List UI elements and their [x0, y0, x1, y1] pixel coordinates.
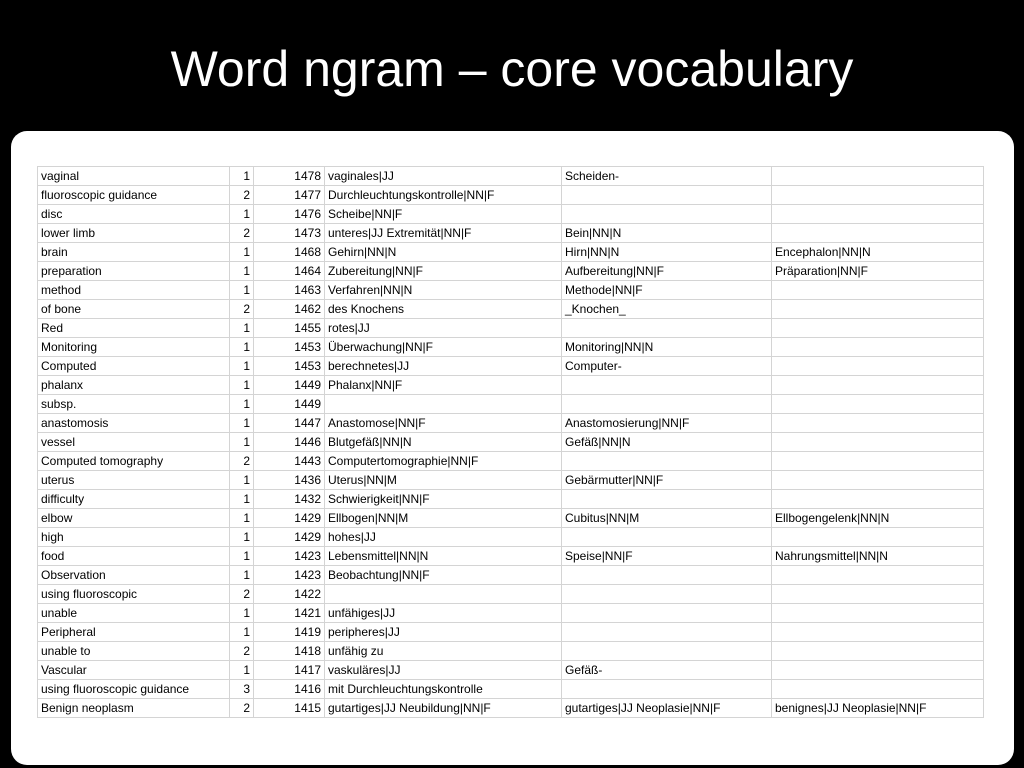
- table-row: [38, 300, 984, 319]
- table-row: [38, 642, 984, 661]
- frequency-cell: 1463: [254, 281, 325, 300]
- translation-3-cell: Präparation|NN|F: [772, 262, 984, 281]
- table-row: [38, 509, 984, 528]
- translation-1-cell: Beobachtung|NN|F: [325, 566, 562, 585]
- frequency-cell: 1473: [254, 224, 325, 243]
- table-row: [38, 452, 984, 471]
- ngram-length-cell: 1: [230, 547, 254, 566]
- translation-3-cell: [772, 490, 984, 509]
- ngram-length-cell: 1: [230, 262, 254, 281]
- table-row: [38, 281, 984, 300]
- table-row: [38, 357, 984, 376]
- translation-2-cell: [562, 528, 772, 547]
- term-cell: Computed: [38, 357, 230, 376]
- ngram-length-cell: 2: [230, 300, 254, 319]
- translation-2-cell: [562, 186, 772, 205]
- translation-3-cell: [772, 452, 984, 471]
- term-cell: Benign neoplasm: [38, 699, 230, 718]
- ngram-length-cell: 1: [230, 395, 254, 414]
- translation-1-cell: Durchleuchtungskontrolle|NN|F: [325, 186, 562, 205]
- table-row: [38, 490, 984, 509]
- table-row: [38, 243, 984, 262]
- term-cell: subsp.: [38, 395, 230, 414]
- table-row: [38, 395, 984, 414]
- term-cell: method: [38, 281, 230, 300]
- table-row: [38, 167, 984, 186]
- table-row: [38, 623, 984, 642]
- frequency-cell: 1415: [254, 699, 325, 718]
- translation-1-cell: Überwachung|NN|F: [325, 338, 562, 357]
- table-row: [38, 680, 984, 699]
- frequency-cell: 1423: [254, 547, 325, 566]
- translation-1-cell: Lebensmittel|NN|N: [325, 547, 562, 566]
- term-cell: vaginal: [38, 167, 230, 186]
- term-cell: elbow: [38, 509, 230, 528]
- ngram-length-cell: 1: [230, 205, 254, 224]
- ngram-length-cell: 1: [230, 623, 254, 642]
- translation-2-cell: [562, 585, 772, 604]
- translation-2-cell: Scheiden-: [562, 167, 772, 186]
- term-cell: Monitoring: [38, 338, 230, 357]
- translation-2-cell: [562, 623, 772, 642]
- ngram-length-cell: 1: [230, 281, 254, 300]
- term-cell: using fluoroscopic guidance: [38, 680, 230, 699]
- translation-3-cell: [772, 281, 984, 300]
- term-cell: uterus: [38, 471, 230, 490]
- ngram-length-cell: 1: [230, 566, 254, 585]
- frequency-cell: 1453: [254, 338, 325, 357]
- translation-1-cell: Verfahren|NN|N: [325, 281, 562, 300]
- translation-2-cell: Gefäß|NN|N: [562, 433, 772, 452]
- ngram-length-cell: 2: [230, 452, 254, 471]
- ngram-length-cell: 1: [230, 414, 254, 433]
- ngram-length-cell: 2: [230, 224, 254, 243]
- term-cell: Red: [38, 319, 230, 338]
- translation-2-cell: [562, 452, 772, 471]
- ngram-length-cell: 3: [230, 680, 254, 699]
- table-row: [38, 547, 984, 566]
- frequency-cell: 1443: [254, 452, 325, 471]
- translation-1-cell: unfähiges|JJ: [325, 604, 562, 623]
- translation-1-cell: des Knochens: [325, 300, 562, 319]
- ngram-length-cell: 1: [230, 471, 254, 490]
- translation-2-cell: [562, 642, 772, 661]
- term-cell: fluoroscopic guidance: [38, 186, 230, 205]
- translation-1-cell: Blutgefäß|NN|N: [325, 433, 562, 452]
- term-cell: anastomosis: [38, 414, 230, 433]
- frequency-cell: 1429: [254, 509, 325, 528]
- translation-1-cell: vaskuläres|JJ: [325, 661, 562, 680]
- translation-1-cell: [325, 585, 562, 604]
- ngram-length-cell: 2: [230, 186, 254, 205]
- translation-1-cell: [325, 395, 562, 414]
- term-cell: phalanx: [38, 376, 230, 395]
- translation-2-cell: Hirn|NN|N: [562, 243, 772, 262]
- term-cell: high: [38, 528, 230, 547]
- frequency-cell: 1417: [254, 661, 325, 680]
- translation-1-cell: gutartiges|JJ Neubildung|NN|F: [325, 699, 562, 718]
- translation-3-cell: [772, 680, 984, 699]
- frequency-cell: 1432: [254, 490, 325, 509]
- translation-2-cell: Speise|NN|F: [562, 547, 772, 566]
- term-cell: difficulty: [38, 490, 230, 509]
- term-cell: unable: [38, 604, 230, 623]
- translation-2-cell: [562, 205, 772, 224]
- table-panel: [11, 131, 1014, 765]
- translation-2-cell: [562, 319, 772, 338]
- translation-3-cell: [772, 205, 984, 224]
- translation-3-cell: [772, 300, 984, 319]
- frequency-cell: 1422: [254, 585, 325, 604]
- translation-2-cell: Monitoring|NN|N: [562, 338, 772, 357]
- ngram-length-cell: 1: [230, 376, 254, 395]
- translation-3-cell: [772, 642, 984, 661]
- frequency-cell: 1436: [254, 471, 325, 490]
- translation-3-cell: [772, 395, 984, 414]
- term-cell: Peripheral: [38, 623, 230, 642]
- translation-1-cell: hohes|JJ: [325, 528, 562, 547]
- term-cell: of bone: [38, 300, 230, 319]
- translation-3-cell: [772, 566, 984, 585]
- frequency-cell: 1462: [254, 300, 325, 319]
- slide-title: Word ngram – core vocabulary: [170, 41, 854, 97]
- term-cell: vessel: [38, 433, 230, 452]
- table-row: [38, 376, 984, 395]
- ngram-length-cell: 1: [230, 433, 254, 452]
- ngram-length-cell: 1: [230, 167, 254, 186]
- table-row: [38, 604, 984, 623]
- vocabulary-table-body: [38, 167, 984, 718]
- frequency-cell: 1446: [254, 433, 325, 452]
- translation-1-cell: unteres|JJ Extremität|NN|F: [325, 224, 562, 243]
- table-row: [38, 471, 984, 490]
- translation-1-cell: Uterus|NN|M: [325, 471, 562, 490]
- translation-2-cell: Computer-: [562, 357, 772, 376]
- frequency-cell: 1455: [254, 319, 325, 338]
- translation-3-cell: [772, 661, 984, 680]
- ngram-length-cell: 1: [230, 661, 254, 680]
- translation-1-cell: Ellbogen|NN|M: [325, 509, 562, 528]
- translation-3-cell: [772, 338, 984, 357]
- translation-2-cell: [562, 604, 772, 623]
- translation-3-cell: [772, 604, 984, 623]
- translation-1-cell: rotes|JJ: [325, 319, 562, 338]
- translation-2-cell: Gebärmutter|NN|F: [562, 471, 772, 490]
- translation-1-cell: unfähig zu: [325, 642, 562, 661]
- table-row: [38, 433, 984, 452]
- translation-2-cell: Bein|NN|N: [562, 224, 772, 243]
- frequency-cell: 1478: [254, 167, 325, 186]
- translation-3-cell: [772, 319, 984, 338]
- translation-3-cell: Encephalon|NN|N: [772, 243, 984, 262]
- table-row: [38, 205, 984, 224]
- translation-2-cell: [562, 566, 772, 585]
- term-cell: preparation: [38, 262, 230, 281]
- term-cell: Computed tomography: [38, 452, 230, 471]
- frequency-cell: 1476: [254, 205, 325, 224]
- translation-3-cell: benignes|JJ Neoplasie|NN|F: [772, 699, 984, 718]
- translation-3-cell: [772, 357, 984, 376]
- ngram-length-cell: 1: [230, 357, 254, 376]
- translation-2-cell: Cubitus|NN|M: [562, 509, 772, 528]
- frequency-cell: 1423: [254, 566, 325, 585]
- translation-1-cell: berechnetes|JJ: [325, 357, 562, 376]
- term-cell: Observation: [38, 566, 230, 585]
- frequency-cell: 1419: [254, 623, 325, 642]
- term-cell: unable to: [38, 642, 230, 661]
- term-cell: Vascular: [38, 661, 230, 680]
- translation-3-cell: [772, 376, 984, 395]
- translation-2-cell: _Knochen_: [562, 300, 772, 319]
- translation-2-cell: [562, 376, 772, 395]
- ngram-length-cell: 1: [230, 490, 254, 509]
- translation-1-cell: peripheres|JJ: [325, 623, 562, 642]
- translation-3-cell: Nahrungsmittel|NN|N: [772, 547, 984, 566]
- vocabulary-table: [37, 166, 984, 718]
- table-row: [38, 338, 984, 357]
- ngram-length-cell: 2: [230, 585, 254, 604]
- table-row: [38, 262, 984, 281]
- ngram-length-cell: 1: [230, 338, 254, 357]
- translation-3-cell: [772, 528, 984, 547]
- table-row: [38, 661, 984, 680]
- translation-2-cell: Aufbereitung|NN|F: [562, 262, 772, 281]
- translation-3-cell: [772, 224, 984, 243]
- table-row: [38, 566, 984, 585]
- translation-3-cell: [772, 433, 984, 452]
- frequency-cell: 1468: [254, 243, 325, 262]
- ngram-length-cell: 1: [230, 509, 254, 528]
- translation-2-cell: Gefäß-: [562, 661, 772, 680]
- term-cell: disc: [38, 205, 230, 224]
- table-row: [38, 699, 984, 718]
- table-row: [38, 528, 984, 547]
- term-cell: food: [38, 547, 230, 566]
- frequency-cell: 1418: [254, 642, 325, 661]
- translation-3-cell: [772, 623, 984, 642]
- frequency-cell: 1429: [254, 528, 325, 547]
- translation-3-cell: [772, 471, 984, 490]
- table-row: [38, 224, 984, 243]
- translation-1-cell: Scheibe|NN|F: [325, 205, 562, 224]
- frequency-cell: 1464: [254, 262, 325, 281]
- table-row: [38, 186, 984, 205]
- translation-2-cell: [562, 490, 772, 509]
- term-cell: brain: [38, 243, 230, 262]
- ngram-length-cell: 2: [230, 699, 254, 718]
- translation-3-cell: [772, 186, 984, 205]
- ngram-length-cell: 2: [230, 642, 254, 661]
- translation-1-cell: Schwierigkeit|NN|F: [325, 490, 562, 509]
- table-row: [38, 414, 984, 433]
- translation-1-cell: Anastomose|NN|F: [325, 414, 562, 433]
- table-row: [38, 319, 984, 338]
- table-row: [38, 585, 984, 604]
- translation-3-cell: [772, 585, 984, 604]
- frequency-cell: 1421: [254, 604, 325, 623]
- frequency-cell: 1477: [254, 186, 325, 205]
- ngram-length-cell: 1: [230, 528, 254, 547]
- translation-3-cell: [772, 167, 984, 186]
- translation-2-cell: Methode|NN|F: [562, 281, 772, 300]
- translation-2-cell: [562, 680, 772, 699]
- translation-1-cell: Gehirn|NN|N: [325, 243, 562, 262]
- term-cell: using fluoroscopic: [38, 585, 230, 604]
- ngram-length-cell: 1: [230, 604, 254, 623]
- term-cell: lower limb: [38, 224, 230, 243]
- translation-2-cell: gutartiges|JJ Neoplasie|NN|F: [562, 699, 772, 718]
- frequency-cell: 1453: [254, 357, 325, 376]
- translation-2-cell: [562, 395, 772, 414]
- translation-1-cell: vaginales|JJ: [325, 167, 562, 186]
- frequency-cell: 1447: [254, 414, 325, 433]
- frequency-cell: 1449: [254, 376, 325, 395]
- frequency-cell: 1449: [254, 395, 325, 414]
- translation-3-cell: [772, 414, 984, 433]
- translation-1-cell: Phalanx|NN|F: [325, 376, 562, 395]
- translation-2-cell: Anastomosierung|NN|F: [562, 414, 772, 433]
- translation-1-cell: mit Durchleuchtungskontrolle: [325, 680, 562, 699]
- translation-1-cell: Computertomographie|NN|F: [325, 452, 562, 471]
- translation-1-cell: Zubereitung|NN|F: [325, 262, 562, 281]
- ngram-length-cell: 1: [230, 319, 254, 338]
- frequency-cell: 1416: [254, 680, 325, 699]
- ngram-length-cell: 1: [230, 243, 254, 262]
- translation-3-cell: Ellbogengelenk|NN|N: [772, 509, 984, 528]
